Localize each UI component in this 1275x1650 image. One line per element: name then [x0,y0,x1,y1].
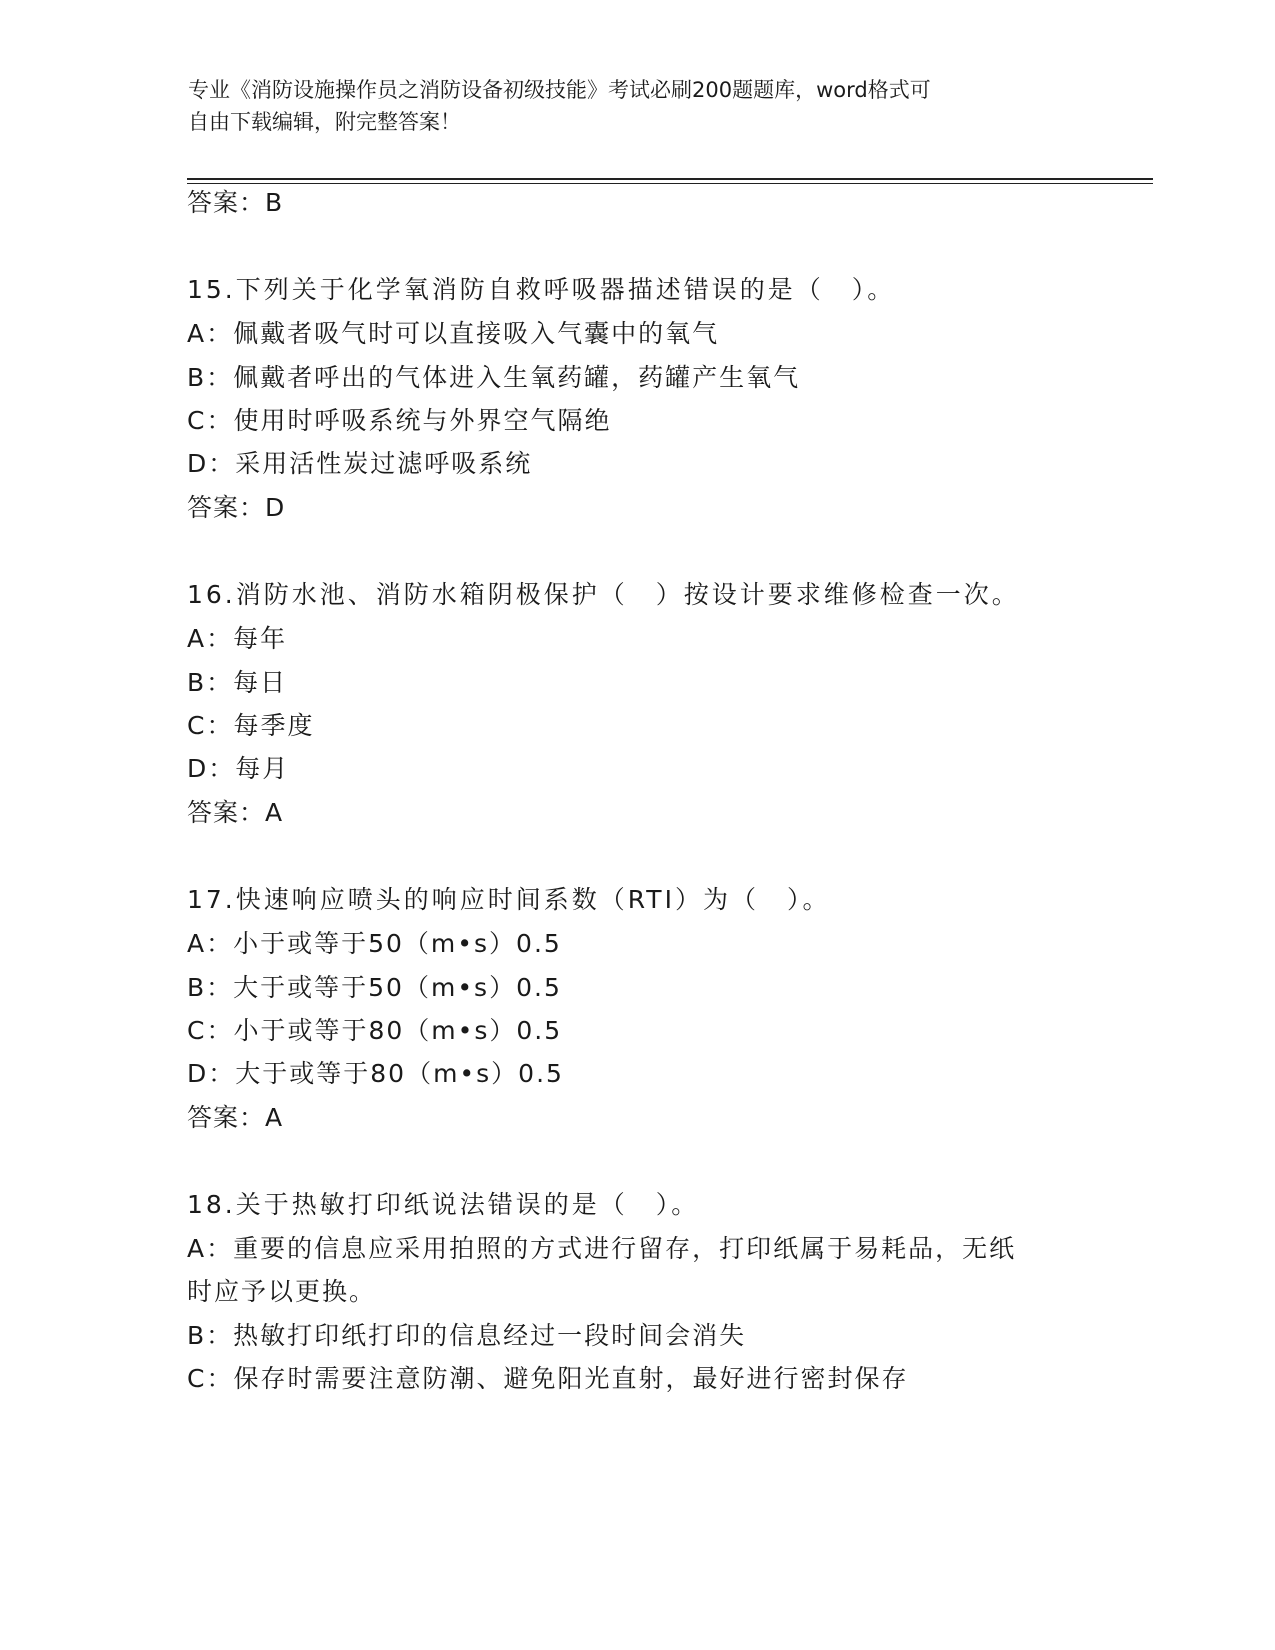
question-17-option-a: A：小于或等于50（m•s）0.5 [187,929,562,958]
question-16-answer: 答案：A [187,798,284,827]
question-16-stem: 16.消防水池、消防水箱阴极保护（ ）按设计要求维修检查一次。 [187,580,1020,609]
question-16-option-b: B：每日 [187,668,288,697]
question-18-option-b: B：热敏打印纸打印的信息经过一段时间会消失 [187,1321,747,1350]
question-18-option-c: C：保存时需要注意防潮、避免阳光直射，最好进行密封保存 [187,1364,909,1393]
question-18-option-a-continued: 时应予以更换。 [187,1277,377,1306]
document-header [188,74,1088,138]
question-16-option-d: D：每月 [187,754,290,783]
question-17-stem: 17.快速响应喷头的响应时间系数（RTI）为（ ）。 [187,885,831,914]
question-15-answer: 答案：D [187,493,286,522]
question-17-answer: 答案：A [187,1103,284,1132]
question-15-option-b: B：佩戴者呼出的气体进入生氧药罐，药罐产生氧气 [187,363,801,392]
header-rule-thin [187,183,1153,184]
header-rule-thick [187,178,1153,180]
question-16-option-a: A：每年 [187,624,288,653]
question-15-option-c: C：使用时呼吸系统与外界空气隔绝 [187,406,612,435]
question-15-stem: 15.下列关于化学氧消防自救呼吸器描述错误的是（ ）。 [187,275,896,304]
question-16-option-c: C：每季度 [187,711,315,740]
answer-prev: 答案：B [187,188,284,217]
question-18-option-a: A：重要的信息应采用拍照的方式进行留存，打印纸属于易耗品，无纸 [187,1234,1017,1263]
header-line-2: 自由下载编辑，附完整答案！ [188,110,461,134]
question-17-option-c: C：小于或等于80（m•s）0.5 [187,1016,563,1045]
header-line-1: 专业《消防设施操作员之消防设备初级技能》考试必刷200题题库，word格式可 [188,78,931,102]
question-15-option-d: D：采用活性炭过滤呼吸系统 [187,449,533,478]
question-15-option-a: A：佩戴者吸气时可以直接吸入气囊中的氧气 [187,319,720,348]
question-17-option-b: B：大于或等于50（m•s）0.5 [187,973,562,1002]
question-17-option-d: D：大于或等于80（m•s）0.5 [187,1059,564,1088]
question-18-stem: 18.关于热敏打印纸说法错误的是（ ）。 [187,1190,700,1219]
